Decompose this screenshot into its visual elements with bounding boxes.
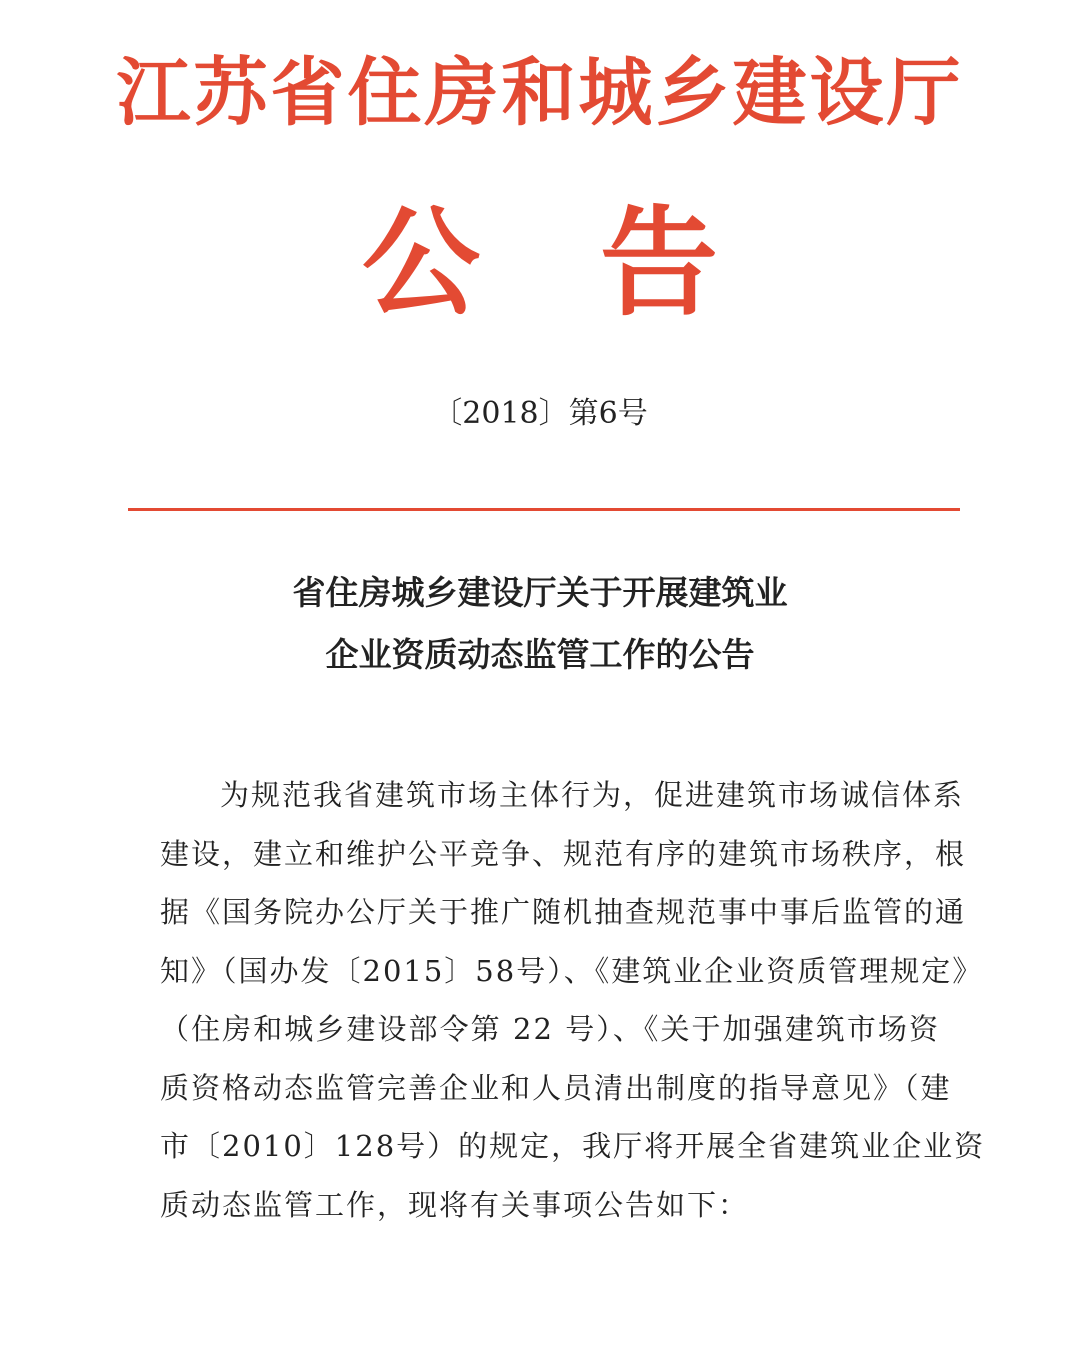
document-number: 〔2018〕第6号 (432, 396, 648, 431)
subject-line: 企业资质动态监管工作的公告 (325, 635, 755, 674)
announcement-subject (0, 562, 1080, 686)
body-line: 质动态监管工作，现将有关事项公告如下： (160, 1187, 750, 1222)
body-line: 建设，建立和维护公平竞争、规范有序的建筑市场秩序，根 (160, 836, 967, 871)
body-line: 据《国务院办公厅关于推广随机抽查规范事中事后监管的通 (160, 895, 967, 929)
body-line: （住房和城乡建设部令第 22 号）、《关于加强建筑市场资 (160, 1012, 940, 1046)
subject-line: 省住房城乡建设厅关于开展建筑业 (292, 573, 788, 612)
body-line: 质资格动态监管完善企业和人员清出制度的指导意见》（建 (160, 1070, 952, 1105)
document-type-heading: 公告 (361, 194, 838, 332)
red-separator-rule (128, 508, 960, 511)
issuing-agency-title: 江苏省住房和城乡建设厅 (116, 50, 964, 136)
body-line: 知》（国办发〔2015〕58号）、《建筑业企业资质管理规定》 (160, 953, 984, 988)
body-line: 为规范我省建筑市场主体行为，促进建筑市场诚信体系 (220, 778, 965, 812)
body-line: 市〔2010〕128号）的规定，我厅将开展全省建筑业企业资 (160, 1129, 986, 1163)
announcement-body (160, 766, 986, 1234)
